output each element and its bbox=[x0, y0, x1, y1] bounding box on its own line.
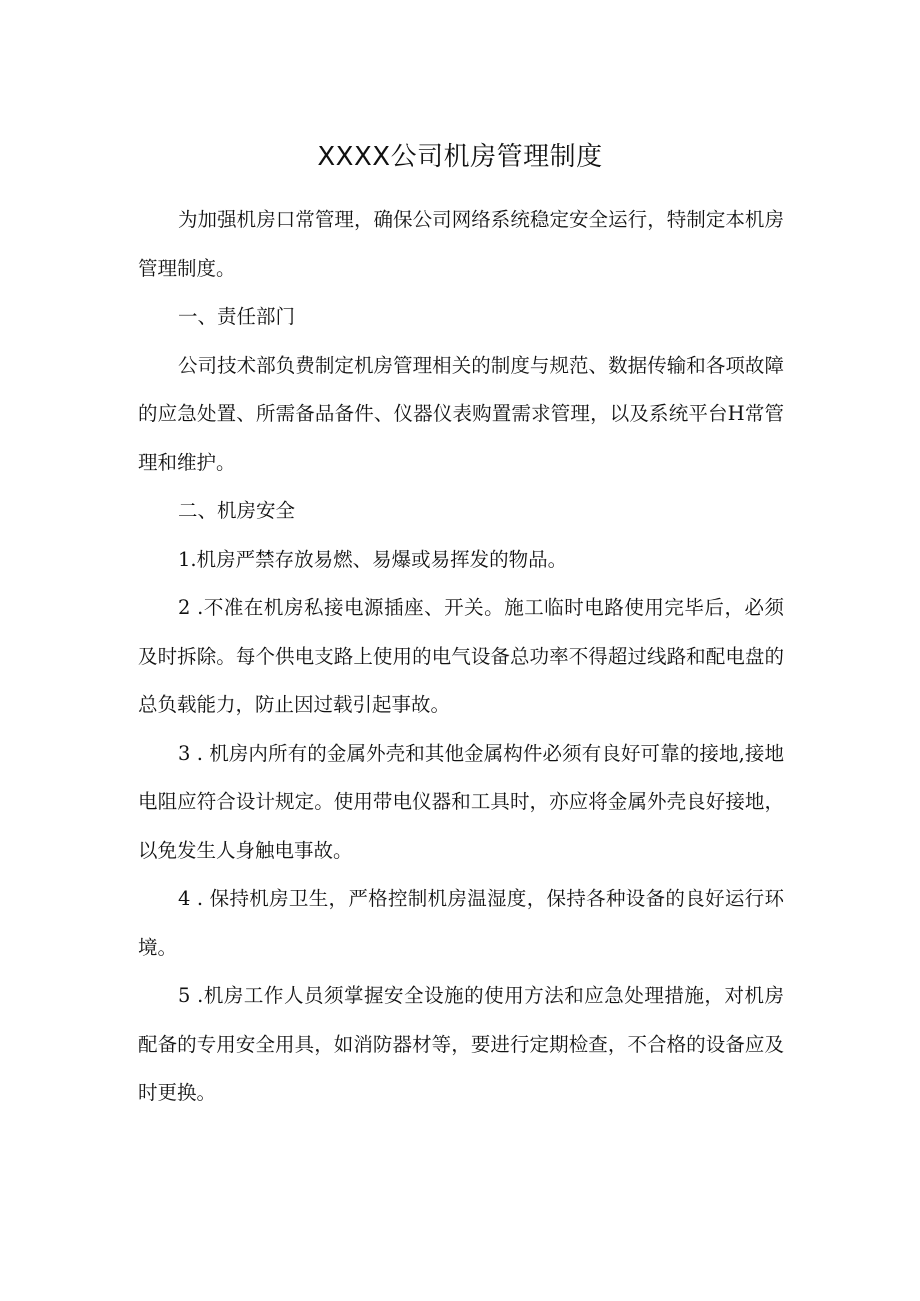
document-title: XXXX公司机房管理制度 bbox=[317, 142, 603, 172]
safety-item-4: 4 . 保持机房卫生，严格控制机房温湿度，保持各种设备的良好运行环境。 bbox=[138, 887, 784, 959]
safety-item-5: 5 .机房工作人员须掌握安全设施的使用方法和应急处理措施，对机房配备的专用安全用具，如消防器材等，要进行定期检查，不合格的设备应及时更换。 bbox=[138, 984, 784, 1104]
safety-item-2: 2 .不准在机房私接电源插座、开关。施工临时电路使用完毕后，必须及时拆除。每个供电支路上使用的电气设备总功率不得超过线路和配电盘的总负载能力，防止因过载引起事故。 bbox=[138, 596, 784, 716]
intro-paragraph: 为加强机房口常管理，确保公司网络系统稳定安全运行，特制定本机房管理制度。 bbox=[138, 208, 784, 280]
responsible-department-paragraph: 公司技术部负费制定机房管理相关的制度与规范、数据传输和各项故障的应急处置、所需备品备件、仪器仪表购置需求管理，以及系统平台H常管理和维护。 bbox=[138, 353, 784, 474]
safety-item-1: 1.机房严禁存放易燃、易爆或易挥发的物品。 bbox=[178, 547, 568, 571]
safety-item-3: 3 . 机房内所有的金属外壳和其他金属构件必须有良好可靠的接地,接地电阻应符合设计规定。使用带电仪器和工具时，亦应将金属外壳良好接地，以免发生人身触电事故。 bbox=[138, 741, 784, 862]
section-heading-responsible-department: 一、责任部门 bbox=[178, 305, 296, 328]
section-heading-machine-room-safety: 二、机房安全 bbox=[178, 499, 296, 522]
document-body bbox=[138, 196, 784, 1118]
